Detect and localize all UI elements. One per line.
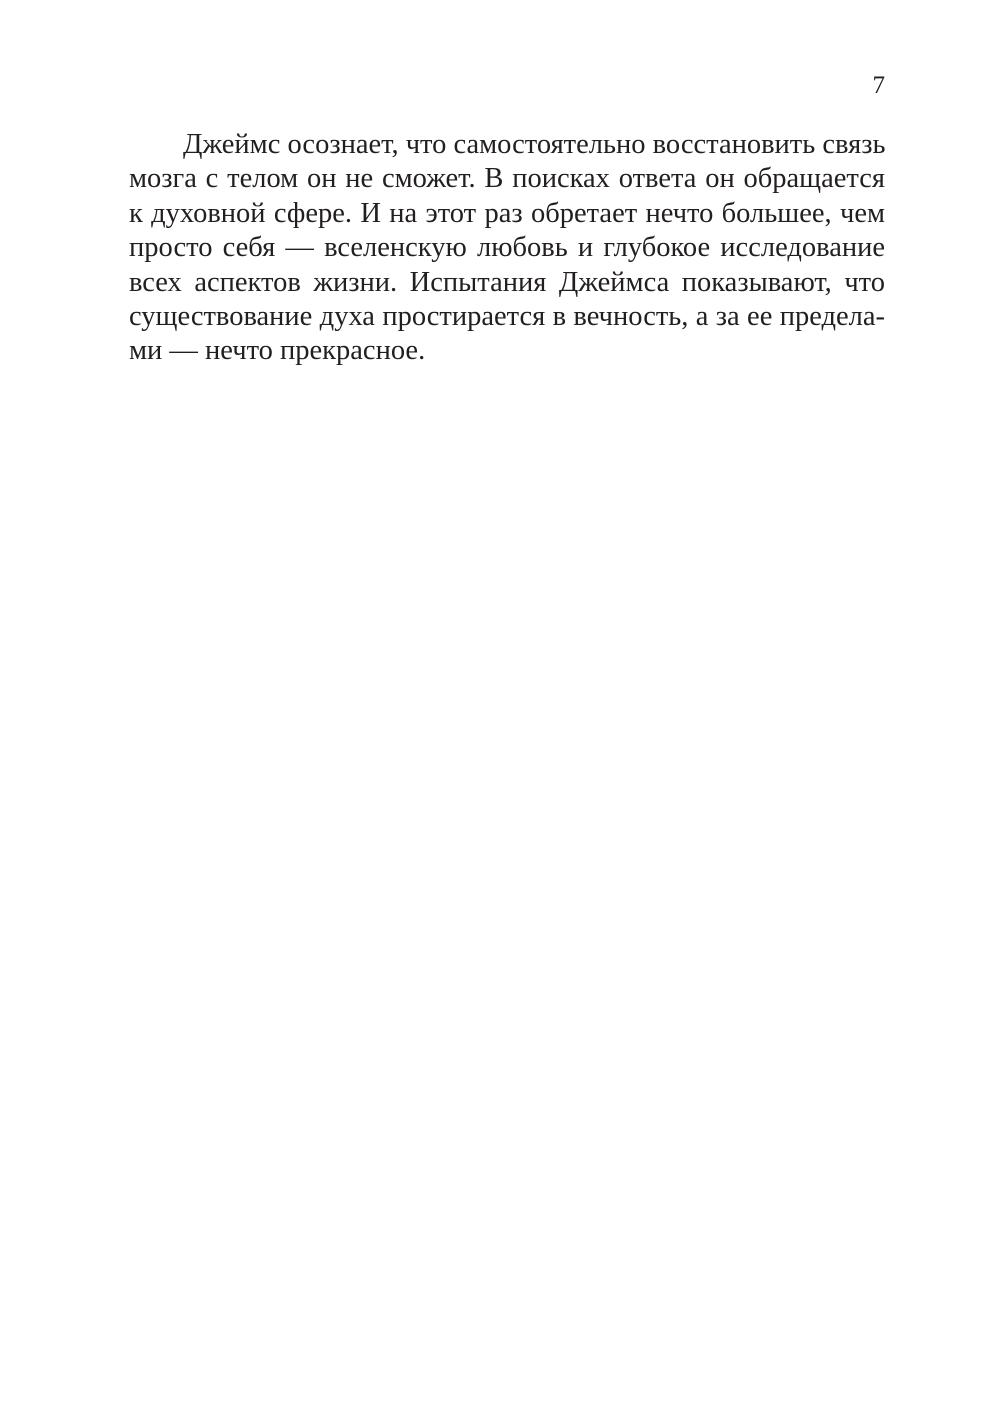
paragraph-line: мозга с телом он не сможет. В поисках ответа он обращается (129, 163, 885, 195)
body-paragraph (129, 128, 885, 369)
paragraph-line: всех аспектов жизни. Испытания Джеймса показывают, что (129, 266, 885, 298)
paragraph-line: Джеймс осознает, что самостоятельно восстановить связь (183, 129, 886, 160)
page-number: 7 (872, 72, 885, 99)
paragraph-line: просто себя — вселенскую любовь и глубокое исследование (129, 232, 885, 264)
paragraph-line: к духовной сфере. И на этот раз обретает нечто большее, чем (129, 197, 885, 229)
paragraph-line: существование духа простирается в вечность, а за ее предела- (129, 301, 885, 333)
paragraph-line: ми — нечто прекрасное. (129, 335, 426, 367)
